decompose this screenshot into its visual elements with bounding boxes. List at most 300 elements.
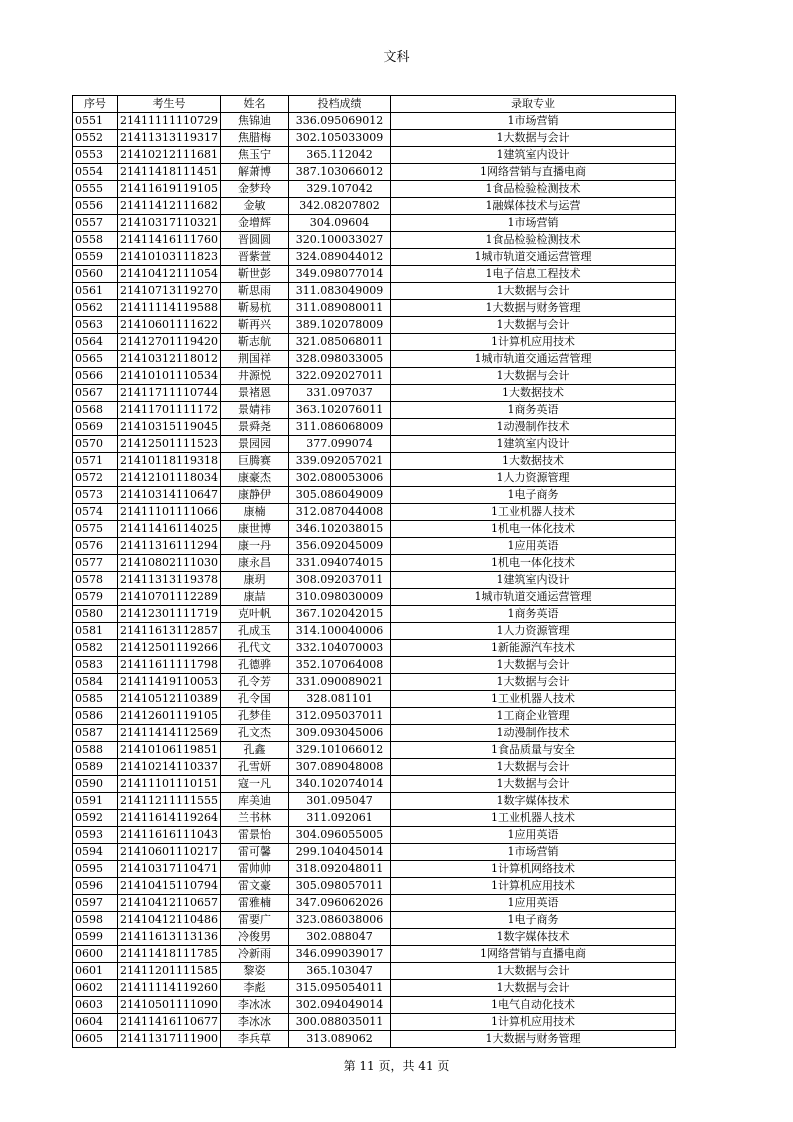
cell-exam-id: 21410701112289: [118, 589, 221, 606]
cell-seq: 0573: [73, 487, 118, 504]
cell-major: 1市场营销: [391, 844, 676, 861]
cell-seq: 0596: [73, 878, 118, 895]
cell-major: 1网络营销与直播电商: [391, 946, 676, 963]
cell-name: 焦玉宁: [221, 147, 289, 164]
cell-exam-id: 21410412110486: [118, 912, 221, 929]
cell-major: 1食品检验检测技术: [391, 232, 676, 249]
cell-seq: 0583: [73, 657, 118, 674]
cell-name: 荆国祥: [221, 351, 289, 368]
cell-score: 302.080053006: [289, 470, 391, 487]
table-row: [73, 351, 676, 368]
cell-name: 李冰冰: [221, 997, 289, 1014]
table-row: [73, 861, 676, 878]
cell-exam-id: 21411414112569: [118, 725, 221, 742]
table-row: [73, 589, 676, 606]
cell-major: 1大数据与财务管理: [391, 1031, 676, 1048]
cell-score: 310.098030009: [289, 589, 391, 606]
table-row: [73, 164, 676, 181]
cell-exam-id: 21410412110657: [118, 895, 221, 912]
cell-score: 367.102042015: [289, 606, 391, 623]
cell-score: 342.08207802: [289, 198, 391, 215]
table-row: [73, 266, 676, 283]
cell-seq: 0597: [73, 895, 118, 912]
cell-exam-id: 21411101111066: [118, 504, 221, 521]
cell-score: 363.102076011: [289, 402, 391, 419]
cell-score: 340.102074014: [289, 776, 391, 793]
cell-seq: 0566: [73, 368, 118, 385]
cell-seq: 0581: [73, 623, 118, 640]
cell-seq: 0560: [73, 266, 118, 283]
cell-name: 孔梦佳: [221, 708, 289, 725]
table-row: [73, 878, 676, 895]
table-row: [73, 300, 676, 317]
cell-name: 靳思雨: [221, 283, 289, 300]
cell-exam-id: 21410601110217: [118, 844, 221, 861]
cell-exam-id: 21412501111523: [118, 436, 221, 453]
cell-score: 318.092048011: [289, 861, 391, 878]
cell-name: 孔令芳: [221, 674, 289, 691]
cell-score: 315.095054011: [289, 980, 391, 997]
cell-exam-id: 21410314110647: [118, 487, 221, 504]
cell-major: 1应用英语: [391, 538, 676, 555]
table-row: [73, 232, 676, 249]
cell-exam-id: 21411211111555: [118, 793, 221, 810]
table-row: [73, 487, 676, 504]
cell-name: 孔令国: [221, 691, 289, 708]
cell-score: 300.088035011: [289, 1014, 391, 1031]
cell-name: 冷俊男: [221, 929, 289, 946]
cell-exam-id: 21411701111172: [118, 402, 221, 419]
table-row: [73, 895, 676, 912]
cell-major: 1大数据与会计: [391, 776, 676, 793]
cell-exam-id: 21411613112857: [118, 623, 221, 640]
cell-name: 解萧博: [221, 164, 289, 181]
cell-score: 302.105033009: [289, 130, 391, 147]
cell-score: 346.099039017: [289, 946, 391, 963]
cell-score: 339.092057021: [289, 453, 391, 470]
cell-exam-id: 21411111110729: [118, 113, 221, 130]
cell-major: 1大数据与会计: [391, 368, 676, 385]
cell-name: 孔鑫: [221, 742, 289, 759]
cell-major: 1大数据与会计: [391, 674, 676, 691]
cell-exam-id: 21410118119318: [118, 453, 221, 470]
cell-score: 302.088047: [289, 929, 391, 946]
cell-seq: 0595: [73, 861, 118, 878]
cell-exam-id: 21410317110321: [118, 215, 221, 232]
cell-seq: 0554: [73, 164, 118, 181]
cell-seq: 0603: [73, 997, 118, 1014]
header-score: 投档成绩: [289, 96, 391, 113]
cell-exam-id: 21411313119378: [118, 572, 221, 589]
table-row: [73, 793, 676, 810]
cell-major: 1电子商务: [391, 912, 676, 929]
table-row: [73, 283, 676, 300]
table-body: [73, 113, 676, 1048]
cell-major: 1工业机器人技术: [391, 810, 676, 827]
cell-seq: 0590: [73, 776, 118, 793]
cell-name: 景褚恩: [221, 385, 289, 402]
cell-name: 焦锦迪: [221, 113, 289, 130]
cell-major: 1大数据与会计: [391, 317, 676, 334]
cell-score: 320.100033027: [289, 232, 391, 249]
cell-name: 雷雅楠: [221, 895, 289, 912]
cell-major: 1食品检验检测技术: [391, 181, 676, 198]
table-row: [73, 215, 676, 232]
cell-score: 311.086068009: [289, 419, 391, 436]
cell-major: 1人力资源管理: [391, 470, 676, 487]
cell-exam-id: 21410106119851: [118, 742, 221, 759]
cell-name: 康一丹: [221, 538, 289, 555]
cell-exam-id: 21410601111622: [118, 317, 221, 334]
cell-seq: 0562: [73, 300, 118, 317]
cell-major: 1计算机应用技术: [391, 334, 676, 351]
cell-name: 寇一凡: [221, 776, 289, 793]
cell-major: 1食品质量与安全: [391, 742, 676, 759]
cell-exam-id: 21411611111798: [118, 657, 221, 674]
cell-exam-id: 21410802111030: [118, 555, 221, 572]
cell-major: 1城市轨道交通运营管理: [391, 589, 676, 606]
cell-major: 1动漫制作技术: [391, 725, 676, 742]
cell-major: 1应用英语: [391, 827, 676, 844]
cell-seq: 0605: [73, 1031, 118, 1048]
cell-score: 305.098057011: [289, 878, 391, 895]
cell-exam-id: 21410317110471: [118, 861, 221, 878]
cell-exam-id: 21411412111682: [118, 198, 221, 215]
cell-seq: 0586: [73, 708, 118, 725]
cell-score: 331.097037: [289, 385, 391, 402]
table-row: [73, 453, 676, 470]
cell-score: 377.099074: [289, 436, 391, 453]
table-row: [73, 997, 676, 1014]
cell-score: 301.095047: [289, 793, 391, 810]
cell-score: 314.100040006: [289, 623, 391, 640]
cell-major: 1网络营销与直播电商: [391, 164, 676, 181]
cell-major: 1工商企业管理: [391, 708, 676, 725]
cell-seq: 0599: [73, 929, 118, 946]
cell-major: 1商务英语: [391, 606, 676, 623]
cell-major: 1应用英语: [391, 895, 676, 912]
table-row: [73, 521, 676, 538]
cell-name: 李彪: [221, 980, 289, 997]
table-row: [73, 1031, 676, 1048]
cell-exam-id: 21410214110337: [118, 759, 221, 776]
cell-seq: 0577: [73, 555, 118, 572]
cell-score: 302.094049014: [289, 997, 391, 1014]
cell-name: 晋紫萱: [221, 249, 289, 266]
cell-exam-id: 21411101110151: [118, 776, 221, 793]
cell-score: 322.092027011: [289, 368, 391, 385]
cell-seq: 0569: [73, 419, 118, 436]
cell-name: 靳易杭: [221, 300, 289, 317]
table-row: [73, 249, 676, 266]
cell-name: 孔成玉: [221, 623, 289, 640]
header-exam-id: 考生号: [118, 96, 221, 113]
table-row: [73, 691, 676, 708]
table-row: [73, 674, 676, 691]
cell-exam-id: 21411416110677: [118, 1014, 221, 1031]
cell-exam-id: 21410101110534: [118, 368, 221, 385]
cell-name: 雷帅帅: [221, 861, 289, 878]
cell-exam-id: 21411613113136: [118, 929, 221, 946]
cell-name: 李冰冰: [221, 1014, 289, 1031]
cell-name: 黎姿: [221, 963, 289, 980]
cell-name: 康永昌: [221, 555, 289, 572]
table-row: [73, 181, 676, 198]
cell-exam-id: 21412501119266: [118, 640, 221, 657]
cell-score: 305.086049009: [289, 487, 391, 504]
cell-score: 331.094074015: [289, 555, 391, 572]
table-row: [73, 334, 676, 351]
cell-name: 景园园: [221, 436, 289, 453]
cell-seq: 0563: [73, 317, 118, 334]
cell-exam-id: 21410312118012: [118, 351, 221, 368]
cell-name: 雷景怡: [221, 827, 289, 844]
cell-score: 336.095069012: [289, 113, 391, 130]
cell-major: 1融媒体技术与运营: [391, 198, 676, 215]
cell-score: 365.112042: [289, 147, 391, 164]
cell-seq: 0552: [73, 130, 118, 147]
cell-seq: 0582: [73, 640, 118, 657]
cell-major: 1商务英语: [391, 402, 676, 419]
cell-major: 1市场营销: [391, 113, 676, 130]
table-row: [73, 623, 676, 640]
cell-seq: 0557: [73, 215, 118, 232]
cell-major: 1大数据与会计: [391, 980, 676, 997]
cell-score: 311.089080011: [289, 300, 391, 317]
cell-seq: 0567: [73, 385, 118, 402]
table-row: [73, 538, 676, 555]
cell-exam-id: 21412301111719: [118, 606, 221, 623]
cell-exam-id: 21410501111090: [118, 997, 221, 1014]
cell-seq: 0565: [73, 351, 118, 368]
table-row: [73, 436, 676, 453]
table-row: [73, 113, 676, 130]
cell-exam-id: 21412701119420: [118, 334, 221, 351]
cell-seq: 0594: [73, 844, 118, 861]
cell-name: 金敏: [221, 198, 289, 215]
cell-name: 雷文豪: [221, 878, 289, 895]
table-row: [73, 504, 676, 521]
cell-score: 309.093045006: [289, 725, 391, 742]
cell-exam-id: 21411313119317: [118, 130, 221, 147]
cell-major: 1新能源汽车技术: [391, 640, 676, 657]
cell-major: 1动漫制作技术: [391, 419, 676, 436]
cell-score: 308.092037011: [289, 572, 391, 589]
cell-score: 349.098077014: [289, 266, 391, 283]
header-seq: 序号: [73, 96, 118, 113]
cell-exam-id: 21410315119045: [118, 419, 221, 436]
table-row: [73, 606, 676, 623]
cell-name: 孔文杰: [221, 725, 289, 742]
cell-score: 299.104045014: [289, 844, 391, 861]
table-row: [73, 776, 676, 793]
table-header-row: [73, 96, 676, 113]
cell-score: 311.092061: [289, 810, 391, 827]
cell-major: 1建筑室内设计: [391, 572, 676, 589]
table-row: [73, 419, 676, 436]
cell-exam-id: 21410512110389: [118, 691, 221, 708]
table-row: [73, 759, 676, 776]
cell-name: 景舜尧: [221, 419, 289, 436]
cell-exam-id: 21411201111585: [118, 963, 221, 980]
cell-name: 孔代文: [221, 640, 289, 657]
cell-score: 307.089048008: [289, 759, 391, 776]
table-row: [73, 317, 676, 334]
table-row: [73, 470, 676, 487]
cell-major: 1大数据与会计: [391, 657, 676, 674]
cell-major: 1城市轨道交通运营管理: [391, 351, 676, 368]
cell-exam-id: 21411616111043: [118, 827, 221, 844]
cell-score: 356.092045009: [289, 538, 391, 555]
table-row: [73, 946, 676, 963]
page-title: 文科: [383, 50, 410, 65]
cell-name: 康世博: [221, 521, 289, 538]
cell-major: 1计算机应用技术: [391, 1014, 676, 1031]
cell-name: 孔德骅: [221, 657, 289, 674]
cell-exam-id: 21411614119264: [118, 810, 221, 827]
cell-name: 兰书林: [221, 810, 289, 827]
cell-name: 克叶帆: [221, 606, 289, 623]
cell-seq: 0570: [73, 436, 118, 453]
table-row: [73, 368, 676, 385]
cell-major: 1大数据与会计: [391, 759, 676, 776]
cell-name: 晋圆圆: [221, 232, 289, 249]
cell-name: 康玥: [221, 572, 289, 589]
table-row: [73, 640, 676, 657]
table-row: [73, 130, 676, 147]
table-row: [73, 810, 676, 827]
cell-seq: 0604: [73, 1014, 118, 1031]
cell-seq: 0580: [73, 606, 118, 623]
cell-exam-id: 21412601119105: [118, 708, 221, 725]
cell-score: 304.09604: [289, 215, 391, 232]
table-row: [73, 385, 676, 402]
cell-seq: 0589: [73, 759, 118, 776]
cell-seq: 0574: [73, 504, 118, 521]
cell-seq: 0600: [73, 946, 118, 963]
cell-name: 康喆: [221, 589, 289, 606]
cell-name: 井源悦: [221, 368, 289, 385]
cell-name: 冷新雨: [221, 946, 289, 963]
cell-score: 328.098033005: [289, 351, 391, 368]
cell-score: 329.107042: [289, 181, 391, 198]
cell-seq: 0588: [73, 742, 118, 759]
cell-exam-id: 21411114119588: [118, 300, 221, 317]
cell-major: 1计算机应用技术: [391, 878, 676, 895]
cell-exam-id: 21411418111785: [118, 946, 221, 963]
table-row: [73, 980, 676, 997]
cell-seq: 0578: [73, 572, 118, 589]
cell-seq: 0568: [73, 402, 118, 419]
cell-seq: 0602: [73, 980, 118, 997]
cell-exam-id: 21410713119270: [118, 283, 221, 300]
cell-name: 李兵草: [221, 1031, 289, 1048]
cell-exam-id: 21411419110053: [118, 674, 221, 691]
cell-exam-id: 21411317111900: [118, 1031, 221, 1048]
table-row: [73, 844, 676, 861]
cell-score: 329.101066012: [289, 742, 391, 759]
table-row: [73, 147, 676, 164]
cell-exam-id: 21411316111294: [118, 538, 221, 555]
cell-name: 靳世彭: [221, 266, 289, 283]
cell-score: 313.089062: [289, 1031, 391, 1048]
cell-major: 1数字媒体技术: [391, 793, 676, 810]
cell-score: 389.102078009: [289, 317, 391, 334]
cell-exam-id: 21411416111760: [118, 232, 221, 249]
cell-name: 康楠: [221, 504, 289, 521]
cell-seq: 0561: [73, 283, 118, 300]
cell-seq: 0591: [73, 793, 118, 810]
cell-seq: 0575: [73, 521, 118, 538]
cell-name: 景婧祎: [221, 402, 289, 419]
cell-major: 1建筑室内设计: [391, 436, 676, 453]
cell-exam-id: 21410103111823: [118, 249, 221, 266]
cell-seq: 0555: [73, 181, 118, 198]
cell-major: 1电子信息工程技术: [391, 266, 676, 283]
cell-score: 365.103047: [289, 963, 391, 980]
cell-score: 321.085068011: [289, 334, 391, 351]
cell-seq: 0556: [73, 198, 118, 215]
cell-exam-id: 21411711110744: [118, 385, 221, 402]
table-row: [73, 963, 676, 980]
cell-seq: 0587: [73, 725, 118, 742]
table-row: [73, 555, 676, 572]
table-row: [73, 708, 676, 725]
cell-major: 1机电一体化技术: [391, 555, 676, 572]
cell-name: 康豪杰: [221, 470, 289, 487]
cell-major: 1大数据技术: [391, 385, 676, 402]
cell-exam-id: 21411416114025: [118, 521, 221, 538]
header-name: 姓名: [221, 96, 289, 113]
cell-exam-id: 21410415110794: [118, 878, 221, 895]
cell-score: 304.096055005: [289, 827, 391, 844]
cell-seq: 0551: [73, 113, 118, 130]
cell-seq: 0576: [73, 538, 118, 555]
cell-name: 康静伊: [221, 487, 289, 504]
cell-major: 1建筑室内设计: [391, 147, 676, 164]
cell-seq: 0553: [73, 147, 118, 164]
cell-major: 1工业机器人技术: [391, 691, 676, 708]
page-footer: 第 11 页，共 41 页: [343, 1059, 450, 1073]
cell-exam-id: 21410412111054: [118, 266, 221, 283]
cell-major: 1城市轨道交通运营管理: [391, 249, 676, 266]
cell-score: 324.089044012: [289, 249, 391, 266]
table-row: [73, 1014, 676, 1031]
cell-score: 311.083049009: [289, 283, 391, 300]
cell-seq: 0592: [73, 810, 118, 827]
cell-major: 1数字媒体技术: [391, 929, 676, 946]
cell-seq: 0564: [73, 334, 118, 351]
cell-score: 347.096062026: [289, 895, 391, 912]
cell-major: 1大数据与会计: [391, 963, 676, 980]
cell-major: 1计算机网络技术: [391, 861, 676, 878]
table-row: [73, 929, 676, 946]
cell-seq: 0593: [73, 827, 118, 844]
cell-major: 1电气自动化技术: [391, 997, 676, 1014]
cell-name: 雷可馨: [221, 844, 289, 861]
cell-major: 1大数据与会计: [391, 283, 676, 300]
cell-major: 1人力资源管理: [391, 623, 676, 640]
cell-seq: 0571: [73, 453, 118, 470]
cell-seq: 0572: [73, 470, 118, 487]
cell-seq: 0558: [73, 232, 118, 249]
cell-exam-id: 21411619119105: [118, 181, 221, 198]
cell-score: 312.095037011: [289, 708, 391, 725]
cell-exam-id: 21411114119260: [118, 980, 221, 997]
cell-name: 孔雪妍: [221, 759, 289, 776]
cell-seq: 0601: [73, 963, 118, 980]
cell-seq: 0585: [73, 691, 118, 708]
